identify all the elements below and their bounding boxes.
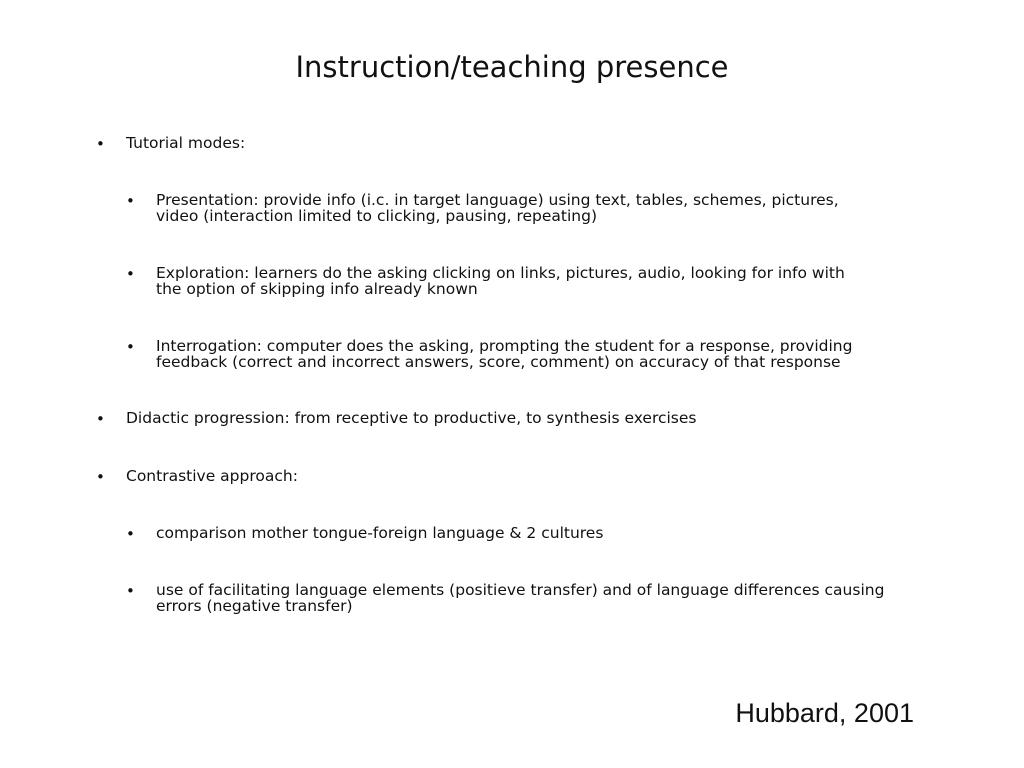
bullet-icon: • [96, 410, 105, 428]
citation: Hubbard, 2001 [735, 698, 914, 728]
bullet-icon: • [96, 468, 105, 486]
item-term: Didactic progression [126, 409, 285, 427]
item-text-line-2: video (interaction limited to clicking, pausing, repeating) [156, 207, 598, 225]
sub-item-interrogation [156, 338, 852, 370]
item-term: Presentation [156, 191, 254, 209]
item-text-line-2: the option of skipping info already known [156, 280, 478, 298]
sub-item-exploration [156, 265, 845, 297]
bullet-icon: • [126, 338, 135, 356]
bullet-icon: • [126, 582, 135, 600]
item-text: : from receptive to productive, to synthesis exercises [284, 409, 697, 427]
item-term: Exploration [156, 264, 245, 282]
bullet-icon: • [126, 192, 135, 210]
sub-item-comparison [156, 525, 603, 541]
sub-item-presentation [156, 192, 839, 224]
list-item-didactic-progression [126, 410, 697, 426]
list-item-contrastive-approach [126, 468, 298, 484]
bullet-icon: • [126, 265, 135, 283]
item-text-line-2: feedback (correct and incorrect answers, score, comment) on accuracy of that response [156, 353, 841, 371]
item-text: : [292, 467, 298, 485]
sub-item-facilitating-elements [156, 582, 884, 614]
list-item-tutorial-modes [126, 135, 245, 151]
slide-title: Instruction/teaching presence [295, 50, 729, 84]
item-text-line-1: : computer does the asking, prompting the student for a response, providing [256, 337, 853, 355]
item-text: : [239, 134, 246, 152]
item-text-line-1: use of facilitating language elements (positieve transfer) and of language differences causing [156, 581, 885, 599]
item-text-line-1: : provide info (i.c. in target language) using text, tables, schemes, pictures, [253, 191, 839, 209]
item-text-line-1: comparison mother tongue-foreign language & 2 cultures [156, 524, 604, 542]
item-term: Interrogation [156, 337, 257, 355]
item-term: Tutorial modes [126, 134, 240, 152]
item-term: Contrastive approach [126, 467, 293, 485]
item-text-line-2: errors (negative transfer) [156, 597, 353, 615]
bullet-icon: • [126, 525, 135, 543]
item-text-line-1: : learners do the asking clicking on links, pictures, audio, looking for info with [244, 264, 845, 282]
bullet-icon: • [96, 135, 105, 153]
